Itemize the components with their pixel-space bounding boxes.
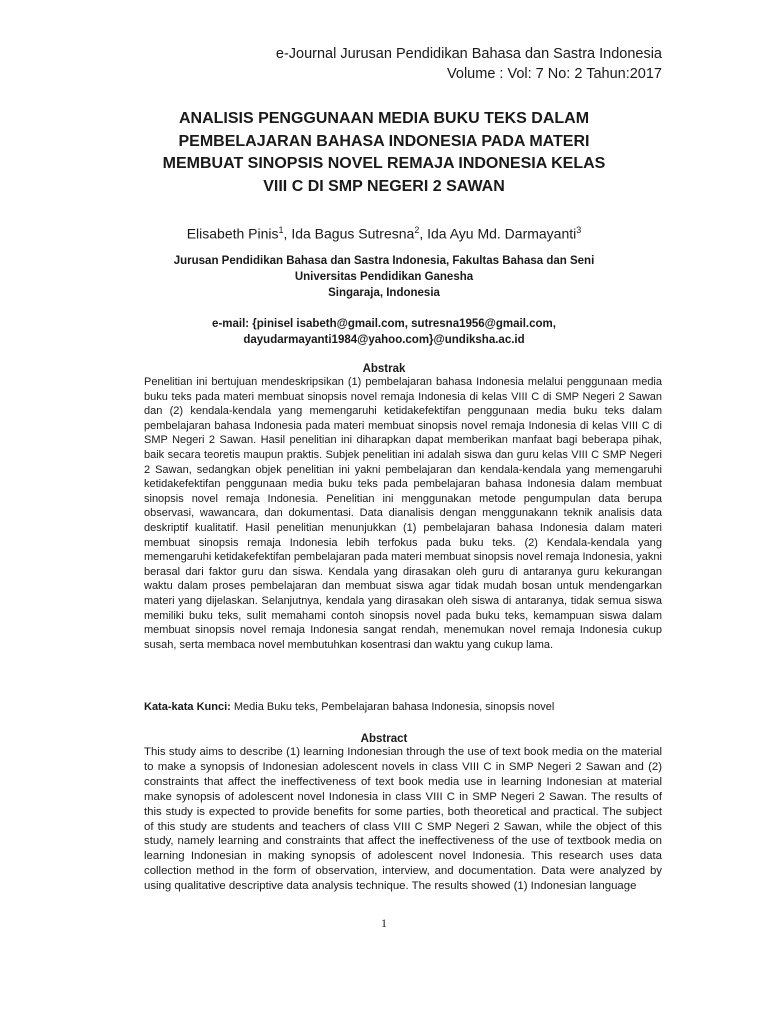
affiliation-line: Jurusan Pendidikan Bahasa dan Sastra Indonesia, Fakultas Bahasa dan Seni [173,255,595,267]
email-line: dayudarmayanti1984@yahoo.com}@undiksha.ac.id [243,334,525,346]
abstrak-text: Penelitian ini bertujuan mendeskripsikan (1) pembelajaran bahasa Indonesia melalui penggunaan media buku teks pada materi membuat sinopsis novel remaja Indonesia di kelas VIII C di SMP Negeri 2 Sawan dan (2) kendala-kendala yang memengaruhi ketidakefektifan penggunaan media buku teks dalam pembelajaran bahasa Indonesia pada materi membuat sinopsis novel remaja Indonesia di kelas VIII C di SMP Negeri 2 Sawan. Hasil penelitian ini diharapkan dapat memberikan manfaat bagi beberapa pihak, baik secara teoretis maupun praktis. Subjek penelitian ini adalah siswa dan guru kelas VIII C SMP Negeri 2 Sawan, sedangkan objek penelitian ini yakni pembelajaran dan kendala-kendala yang memengaruhi ketidakefektifan penggunaan media buku teks pada pembelajaran bahasa Indonesia dalam membuat sinopsis novel remaja Indonesia. Penelitian ini menggunakan metode pengumpulan data berupa observasi, wawancara, dan dokumentasi. Data dianalisis dengan menggunakann teknik analisis data deskriptif kualitatif. Hasil penelitian menunjukkan (1) pembelajaran bahasa Indonesia dalam materi membuat sinopsis remaja Indonesia lebih terfokus pada buku teks. (2) Kendala-kendala yang memengaruhi ketidakefektifan pembelajaran pada materi membuat sinopsis novel remaja Indonesia, yakni berasal dari faktor guru dan siswa. Kendala yang dirasakan oleh guru di antaranya guru kekurangan waktu dalam proses pembelajaran dan membuat siswa agar tidak mudah bosan untuk mendengarkan materi yang dijelaskan. Selanjutnya, kendala yang dirasakan oleh siswa di antaranya, tidak semua siswa memiliki buku teks, sulit memahami contoh sinopsis novel pada buku teks, kemampuan siswa dalam membuat sinopsis novel remaja Indonesia sangat rendah, menemukan novel remaja Indonesia cukup susah, serta membaca novel membutuhkan kosentrasi dan waktu yang cukup lama. [144,376,662,651]
author-list [100,220,668,244]
keywords-label: Kata-kata Kunci: [144,701,231,713]
author-separator: , [419,225,428,242]
abstrak-heading: Abstrak [362,363,406,375]
title-line: PEMBELAJARAN BAHASA INDONESIA PADA MATERI [178,132,590,150]
abstract-heading: Abstract [360,733,408,745]
journal-volume: Volume : Vol: 7 No: 2 Tahun:2017 [447,66,662,82]
paper-title [120,108,648,198]
email-line: e-mail: {pinisel isabeth@gmail.com, sutresna1956@gmail.com, [212,318,556,330]
author-affiliation-mark: 2 [414,225,420,235]
author-affiliation-mark: 1 [278,225,284,235]
email-block [100,316,668,348]
affiliation [100,253,668,301]
affiliation-line: Universitas Pendidikan Ganesha [294,271,474,283]
journal-header [276,44,662,84]
title-line: VIII C DI SMP NEGERI 2 SAWAN [263,177,505,195]
keywords-text: Media Buku teks, Pembelajaran bahasa Indonesia, sinopsis novel [230,701,555,713]
journal-name: e-Journal Jurusan Pendidikan Bahasa dan Sastra Indonesia [275,46,662,62]
author-affiliation-mark: 3 [576,225,582,235]
title-line: ANALISIS PENGGUNAAN MEDIA BUKU TEKS DALAM [178,110,590,127]
keywords [144,700,662,715]
author-separator: , [283,225,292,242]
page-number: 1 [381,916,387,930]
author-name: Elisabeth Pinis [186,225,279,242]
affiliation-line: Singaraja, Indonesia [328,287,440,299]
abstract-text: This study aims to describe (1) learning Indonesian through the use of text book media on the material to make a synopsis of Indonesian adolescent novels in class VIII C in SMP Negeri 2 Sawan and (2) constraints that affect the ineffectiveness of text book media use in learning Indonesian at material make synopsis of adolescent novel Indonesia in class VIII C in SMP Negeri 2 Sawan. The results of this study is expected to provide benefits for some parties, both theoretical and practical. The subject of this study are students and teachers of class VIII C SMP Negeri 2 Sawan, while the object of this study, namely learning and constraints that affect the ineffectiveness of the use of textbook media on learning Indonesian in making synopsis of adolescent novel Indonesia. This research uses data collection method in the form of observation, interview, and documentation. Data were analyzed by using qualitative descriptive data analysis technique. The results showed (1) Indonesian language [144,746,662,893]
author-name: Ida Ayu Md. Darmayanti [427,225,577,242]
title-line: MEMBUAT SINOPSIS NOVEL REMAJA INDONESIA KELAS [162,155,606,172]
author-name: Ida Bagus Sutresna [291,225,415,242]
